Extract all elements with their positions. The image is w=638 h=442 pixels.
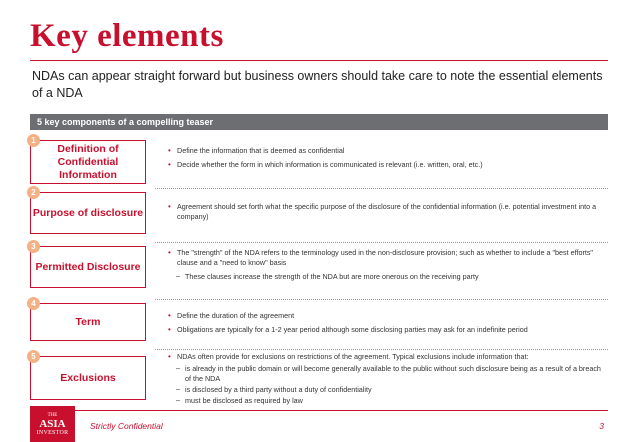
number-badge: 2 xyxy=(27,186,40,199)
component-label-box xyxy=(30,356,146,400)
page-title: Key elements xyxy=(30,18,224,54)
logo-text-line: ASIA xyxy=(39,417,66,430)
confidentiality-label: Strictly Confidential xyxy=(90,421,163,431)
component-bullets xyxy=(168,352,608,406)
row-divider xyxy=(155,188,608,189)
bullet-item: • The "strength" of the NDA refers to the terminology used in the non-disclosure provision; such as whether to include a "best efforts" clause and a "need to know" basis xyxy=(168,248,608,268)
bullet-item: • Define the duration of the agreement xyxy=(168,311,608,321)
component-label-box xyxy=(30,140,146,184)
component-bullets xyxy=(168,146,608,174)
sub-bullet-item: – is already in the public domain or will become generally available to the public without such disclosure being as a result of a breach of the NDA xyxy=(168,364,608,384)
number-badge: 5 xyxy=(27,350,40,363)
section-header-bar: 5 key components of a compelling teaser xyxy=(30,114,608,130)
component-bullets xyxy=(168,202,608,226)
component-label: Term xyxy=(75,315,101,328)
number-badge: 4 xyxy=(27,297,40,310)
bullet-item: • Decide whether the form in which information is communicated is relevant (i.e. written, oral, etc.) xyxy=(168,160,608,170)
bullet-item: • Obligations are typically for a 1-2 year period although some disclosing parties may ask for an indefinite period xyxy=(168,325,608,335)
company-logo xyxy=(30,406,75,442)
component-label: Permitted Disclosure xyxy=(35,260,141,273)
component-label-box xyxy=(30,192,146,234)
component-label: Exclusions xyxy=(60,371,116,384)
component-label-box xyxy=(30,303,146,341)
component-bullets xyxy=(168,311,608,339)
sub-bullet-item: – is disclosed by a third party without a duty of confidentiality xyxy=(168,385,608,395)
row-divider xyxy=(155,242,608,243)
page-number: 3 xyxy=(599,421,604,431)
number-badge: 3 xyxy=(27,240,40,253)
title-divider xyxy=(30,60,608,61)
bullet-item: • Define the information that is deemed as confidential xyxy=(168,146,608,156)
component-label: Definition of Confidential Information xyxy=(57,142,119,181)
bullet-item: • NDAs often provide for exclusions on restrictions of the agreement. Typical exclusions include information that: xyxy=(168,352,608,362)
component-label: Purpose of disclosure xyxy=(32,206,144,219)
sub-bullet-item: – These clauses increase the strength of the NDA but are more onerous on the receiving party xyxy=(168,272,608,282)
logo-text-line: INVESTOR xyxy=(36,429,69,436)
component-bullets xyxy=(168,248,608,285)
number-badge: 1 xyxy=(27,134,40,147)
footer-divider xyxy=(30,410,608,411)
row-divider xyxy=(155,349,608,350)
component-label-box xyxy=(30,246,146,288)
row-divider xyxy=(155,299,608,300)
bullet-item: • Agreement should set forth what the specific purpose of the disclosure of the confidential information (i.e. potential investment into a company) xyxy=(168,202,608,222)
sub-bullet-item: – must be disclosed as required by law xyxy=(168,396,608,406)
page-subtitle: NDAs can appear straight forward but business owners should take care to note the essential elements of a NDA xyxy=(32,69,603,100)
logo-text-line: THE xyxy=(47,412,58,418)
